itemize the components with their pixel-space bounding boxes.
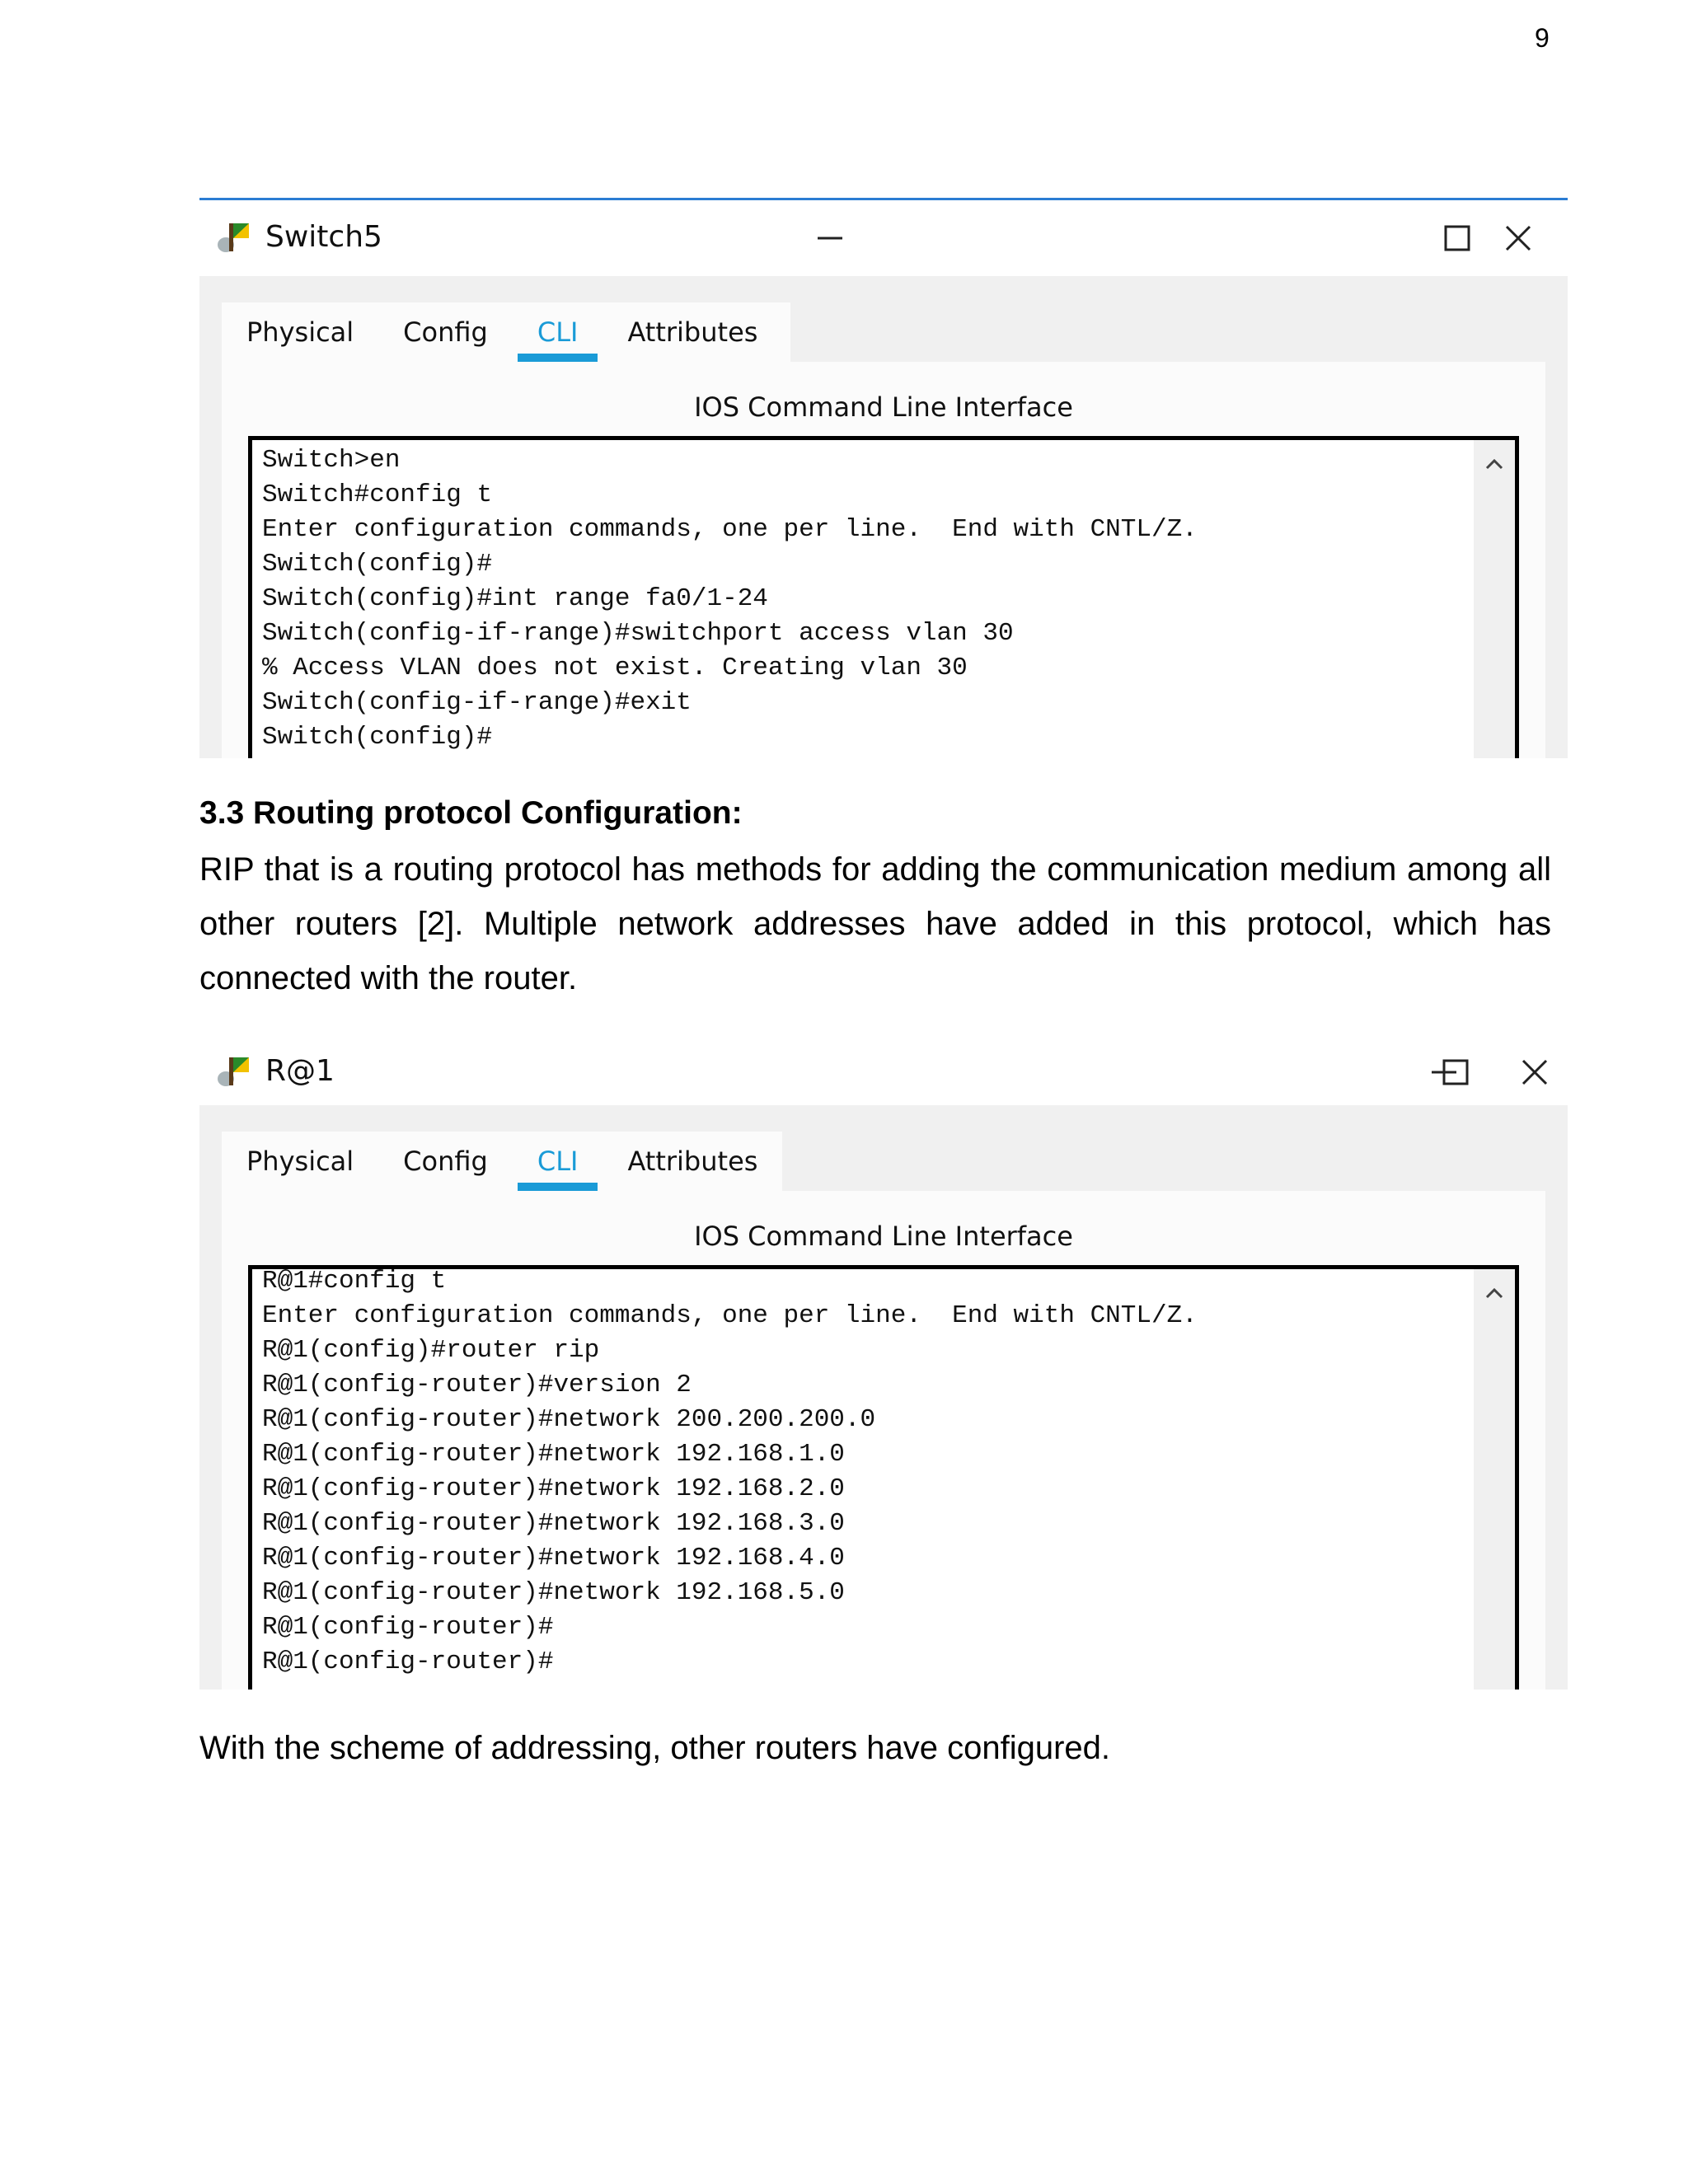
- cli-heading: IOS Command Line Interface: [694, 1221, 1073, 1252]
- tab-bar: [222, 302, 790, 362]
- packet-tracer-device-icon: [214, 218, 252, 256]
- chevron-up-icon[interactable]: [1482, 1281, 1507, 1305]
- maximize-button[interactable]: [1424, 215, 1490, 261]
- scrollbar[interactable]: [1474, 440, 1515, 758]
- cli-panel: [222, 362, 1545, 758]
- terminal-line: R@1(config-router)#network 200.200.200.0: [262, 1405, 876, 1434]
- window-title: R@1: [265, 1054, 335, 1088]
- body-paragraph: RIP that is a routing protocol has methods for adding the communication medium among all other routers [2]. Multiple network addresses have added in this protocol, which has connected with the router.: [199, 851, 1551, 996]
- page-number: 9: [1535, 23, 1550, 53]
- window-body: [199, 1105, 1568, 1690]
- terminal-line: R@1(config-router)#network 192.168.3.0: [262, 1509, 845, 1538]
- cli-terminal[interactable]: [248, 436, 1519, 758]
- cli-terminal[interactable]: [248, 1265, 1519, 1690]
- terminal-line: Enter configuration commands, one per line. End with CNTL/Z.: [262, 515, 1198, 544]
- maximize-button[interactable]: [1423, 1049, 1489, 1095]
- packet-tracer-device-icon: [214, 1052, 252, 1090]
- close-icon: [1504, 224, 1532, 252]
- r1-window: [199, 1034, 1568, 1690]
- tab-config[interactable]: Config: [403, 1146, 488, 1177]
- terminal-output: [262, 1265, 1198, 1680]
- terminal-line: % Access VLAN does not exist. Creating vlan 30: [262, 654, 968, 682]
- tab-cli[interactable]: CLI: [513, 302, 603, 362]
- terminal-line: Switch(config)#: [262, 550, 493, 579]
- terminal-line: Switch#config t: [262, 480, 493, 509]
- tab-bar: [222, 1132, 782, 1191]
- tab-cli[interactable]: CLI: [513, 1132, 603, 1191]
- title-bar: [199, 200, 1568, 276]
- terminal-line: Switch(config-if-range)#switchport access vlan 30: [262, 619, 1014, 648]
- section-heading: 3.3 Routing protocol Configuration:: [199, 795, 743, 831]
- closing-paragraph: With the scheme of addressing, other routers have configured.: [199, 1730, 1111, 1766]
- window-title: Switch5: [265, 220, 382, 254]
- terminal-output: [262, 443, 1198, 755]
- terminal-line: R@1(config-router)#: [262, 1647, 554, 1676]
- terminal-line: Switch(config)#int range fa0/1-24: [262, 584, 768, 613]
- close-button[interactable]: [1485, 215, 1551, 261]
- maximize-icon: [1442, 1058, 1470, 1086]
- close-icon: [1521, 1058, 1549, 1086]
- tab-physical[interactable]: Physical: [246, 316, 354, 348]
- maximize-icon: [1443, 224, 1471, 252]
- tab-physical[interactable]: Physical: [246, 1146, 354, 1177]
- cli-heading: IOS Command Line Interface: [694, 391, 1073, 423]
- terminal-line: Switch>en: [262, 446, 401, 475]
- window-body: [199, 276, 1568, 758]
- switch5-window: [199, 198, 1568, 758]
- terminal-line: R@1(config-router)#network 192.168.5.0: [262, 1578, 845, 1607]
- terminal-line: R@1(config)#router rip: [262, 1336, 600, 1365]
- terminal-line: R@1(config-router)#network 192.168.4.0: [262, 1544, 845, 1572]
- terminal-line: R@1(config-router)#: [262, 1613, 554, 1642]
- close-button[interactable]: [1502, 1049, 1568, 1095]
- chevron-up-icon[interactable]: [1482, 452, 1507, 476]
- terminal-line: Switch(config)#: [262, 723, 493, 752]
- scrollbar[interactable]: [1474, 1269, 1515, 1690]
- tab-attributes[interactable]: Attributes: [627, 1146, 758, 1177]
- tab-config[interactable]: Config: [403, 316, 488, 348]
- terminal-line: R@1(config-router)#version 2: [262, 1371, 692, 1399]
- tab-attributes[interactable]: Attributes: [627, 316, 758, 348]
- terminal-line: R@1(config-router)#network 192.168.2.0: [262, 1474, 845, 1503]
- title-bar: [199, 1034, 1568, 1105]
- terminal-line: R@1(config-router)#network 192.168.1.0: [262, 1440, 845, 1469]
- minimize-button[interactable]: [797, 215, 863, 261]
- terminal-line: Switch(config-if-range)#exit: [262, 688, 692, 717]
- minimize-icon: [816, 224, 844, 252]
- terminal-line: R@1#config t: [262, 1267, 447, 1296]
- terminal-line: Enter configuration commands, one per line. End with CNTL/Z.: [262, 1301, 1198, 1330]
- cli-panel: [222, 1191, 1545, 1690]
